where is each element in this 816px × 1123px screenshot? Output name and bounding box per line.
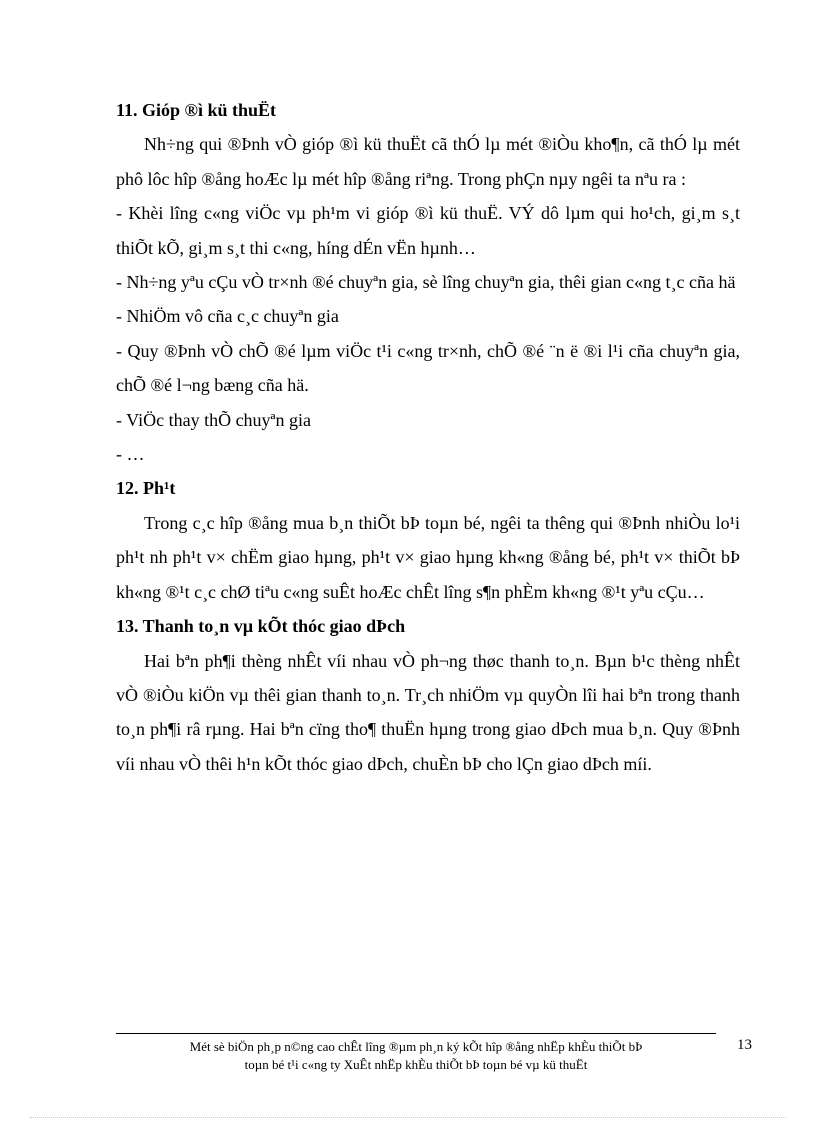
bullet-item: - Nh÷ng yªu cÇu vÒ tr×nh ®é chuyªn gia, sè lîng chuyªn gia, thêi gian c«ng t¸c cña hä <box>116 272 736 293</box>
bullet-item: - … <box>116 444 145 465</box>
section-13-heading: 13. Thanh to¸n vµ kÕt thóc giao dÞch <box>116 616 406 637</box>
bullet-item: - Quy ®Þnh vÒ chÕ ®é lµm viÖc t¹i c«ng tr×nh, chÕ ®é ¨n ë ®i l¹i cña chuyªn gia, chÕ ®é l¬ng bæng cña hä. <box>116 340 740 396</box>
bullet-item: - Khèi lîng c«ng viÖc vµ ph¹m vi gióp ®ì kü thuË. VÝ dô lµm qui ho¹ch, gi¸m s¸t thiÕt kÕ, gi¸m s¸t thi c«ng, híng dÉn vËn hµnh… <box>116 203 740 258</box>
footer-line-2: toµn bé t¹i c«ng ty XuÊt nhËp khÈu thiÕt bÞ toµn bé vµ kü thuËt <box>244 1057 588 1072</box>
section-12-heading: 12. Ph¹t <box>116 478 176 499</box>
section-13-body: Hai bªn ph¶i thèng nhÊt víi nhau vÒ ph¬ng thøc thanh to¸n. Bµn b¹c thèng nhÊt vÒ ®iÒu kiÖn vµ thêi gian thanh to¸n. Tr¸ch nhiÖm vµ quyÒn lîi hai bªn trong thanh to¸n ph¶i râ rµng. Hai bªn cïng tho¶ thuËn hµng trong giao dÞch mua b¸n. Quy ®Þnh víi nhau vÒ thêi h¹n kÕt thóc giao dÞch, chuÈn bÞ cho lÇn giao dÞch míi. <box>116 650 740 774</box>
footer-line-1: Mét sè biÖn ph¸p n©ng cao chÊt lîng ®µm ph¸n ký kÕt hîp ®ång nhËp khÈu thiÕt bÞ <box>189 1039 643 1054</box>
bullet-item: - ViÖc thay thÕ chuyªn gia <box>116 409 312 430</box>
footer <box>116 1038 716 1074</box>
bullet-item: - NhiÖm vô cña c¸c chuyªn gia <box>116 306 339 327</box>
page-body <box>116 93 740 781</box>
section-12-body: Trong c¸c hîp ®ång mua b¸n thiÕt bÞ toµn bé, ngêi ta thêng qui ®Þnh nhiÒu lo¹i ph¹t nh ph¹t v× chËm giao hµng, ph¹t v× giao hµng kh«ng ®ång bé, ph¹t v× thiÕt bÞ kh«ng ®¹t c¸c chØ tiªu c«ng suÊt hoÆc chÊt lîng s¶n phÈm kh«ng ®¹t yªu cÇu… <box>116 512 740 602</box>
footer-divider <box>116 1033 716 1034</box>
section-11-intro: Nh÷ng qui ®Þnh vÒ gióp ®ì kü thuËt cã thÓ lµ mét ®iÒu kho¶n, cã thÓ lµ mét phô lôc hîp ®ång hoÆc lµ mét hîp ®ång riªng. Trong phÇn nµy ngêi ta nªu ra : <box>116 134 740 189</box>
page-edge-divider <box>30 1117 786 1118</box>
section-11-heading: 11. Gióp ®ì kü thuËt <box>116 100 277 120</box>
page-number: 13 <box>737 1037 752 1053</box>
